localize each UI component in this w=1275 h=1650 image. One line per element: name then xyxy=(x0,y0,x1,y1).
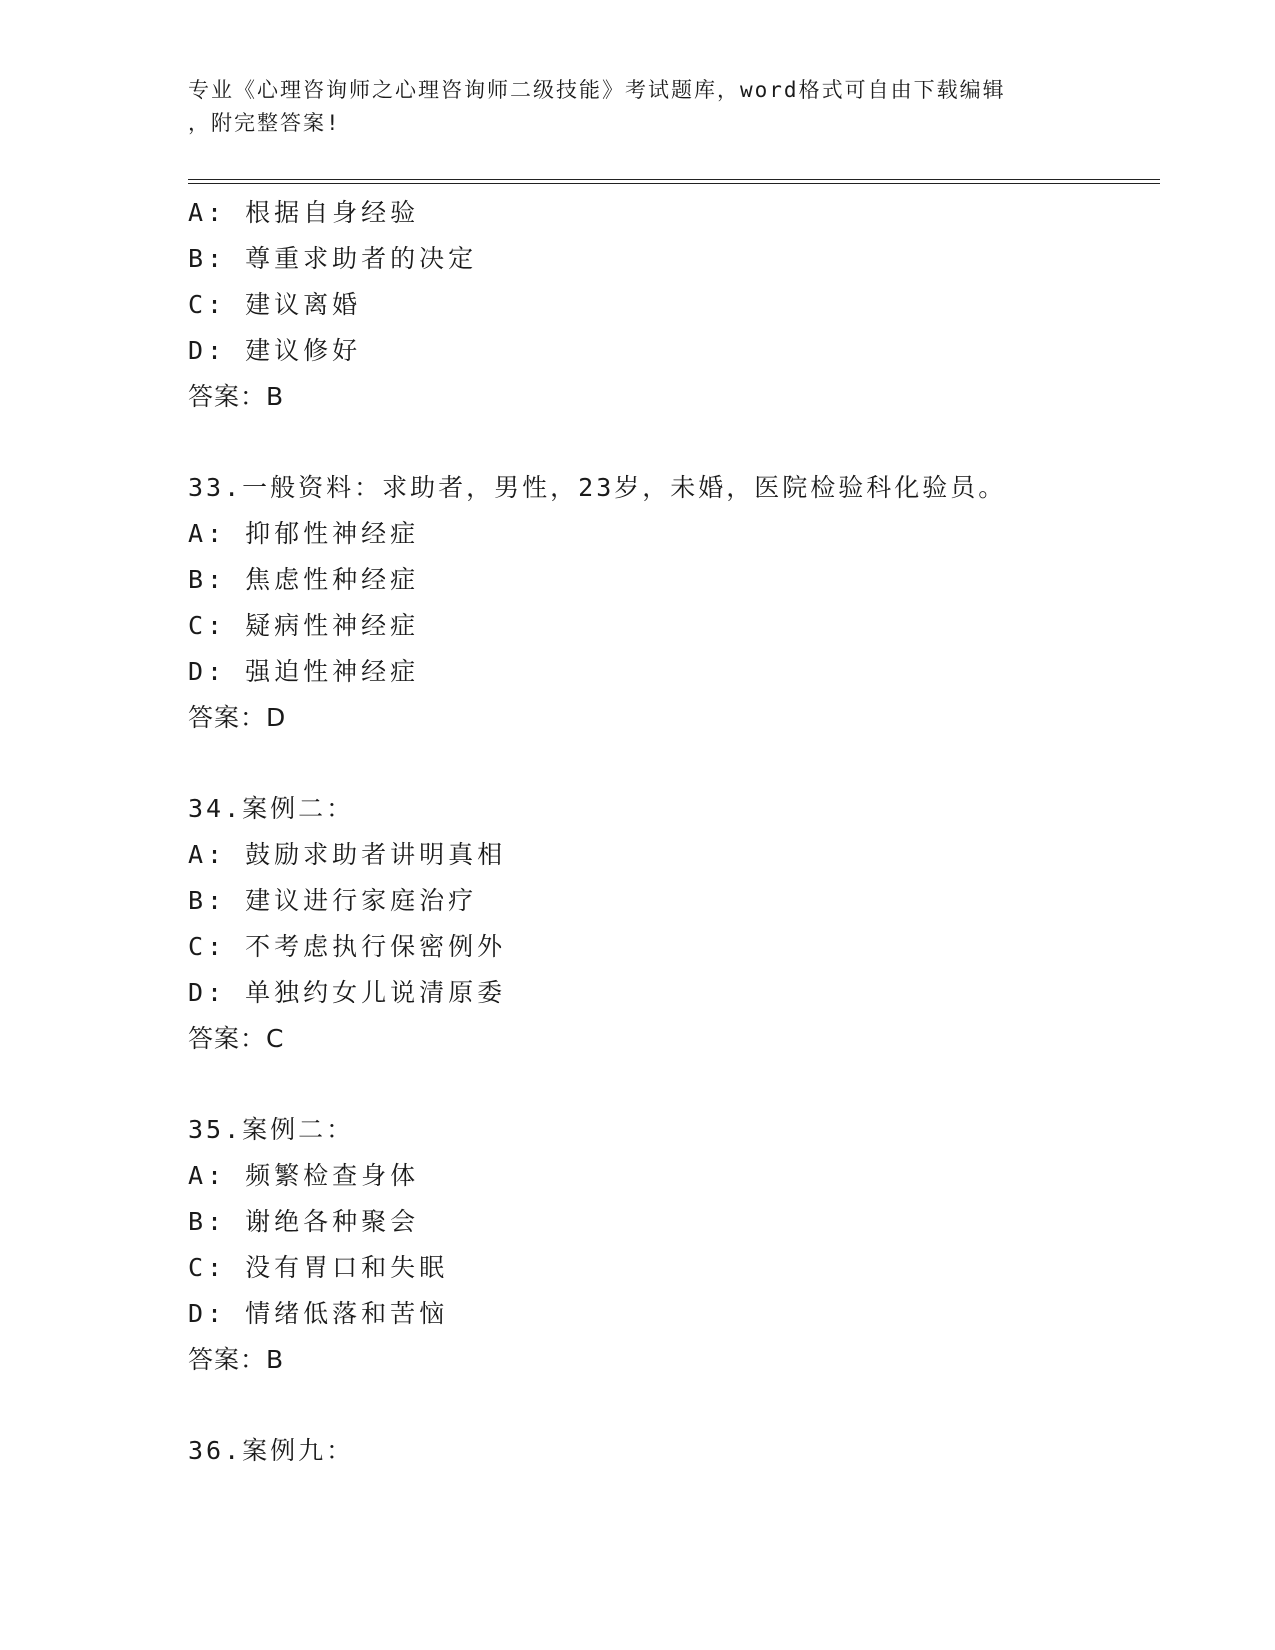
question-block xyxy=(188,786,1168,1062)
option-b: B: 焦虑性种经症 xyxy=(188,565,420,594)
question-stem: 35.案例二： xyxy=(188,1115,355,1144)
option-b: B: 尊重求助者的决定 xyxy=(188,244,478,273)
option-a: A: 根据自身经验 xyxy=(188,198,420,227)
option-b: B: 谢绝各种聚会 xyxy=(188,1207,420,1236)
question-block xyxy=(188,465,1168,741)
header-line-1: 专业《心理咨询师之心理咨询师二级技能》考试题库，word格式可自由下载编辑 xyxy=(188,78,1006,102)
option-c: C: 建议离婚 xyxy=(188,290,362,319)
question-list xyxy=(188,190,1168,1474)
question-stem: 34.案例二： xyxy=(188,794,355,823)
answer-line: 答案：B xyxy=(188,382,285,411)
header-divider-top xyxy=(188,179,1160,180)
option-b: B: 建议进行家庭治疗 xyxy=(188,886,478,915)
option-c: C: 不考虑执行保密例外 xyxy=(188,932,507,961)
spacer xyxy=(188,420,1168,465)
option-c: C: 没有胃口和失眠 xyxy=(188,1253,449,1282)
option-d: D: 情绪低落和苦恼 xyxy=(188,1299,449,1328)
question-stem: 33.一般资料：求助者，男性，23岁，未婚，医院检验科化验员。 xyxy=(188,473,1007,502)
header-line-2: ，附完整答案! xyxy=(188,111,341,135)
question-block xyxy=(188,1107,1168,1383)
spacer xyxy=(188,1062,1168,1107)
option-d: D: 强迫性神经症 xyxy=(188,657,420,686)
question-block xyxy=(188,190,1168,420)
spacer xyxy=(188,741,1168,786)
answer-line: 答案：B xyxy=(188,1345,285,1374)
answer-line: 答案：C xyxy=(188,1024,285,1053)
option-a: A: 频繁检查身体 xyxy=(188,1161,420,1190)
option-c: C: 疑病性神经症 xyxy=(188,611,420,640)
option-a: A: 鼓励求助者讲明真相 xyxy=(188,840,507,869)
spacer xyxy=(188,1383,1168,1428)
document-header xyxy=(188,74,1088,140)
question-stem: 36.案例九： xyxy=(188,1436,355,1465)
header-divider-bottom xyxy=(188,183,1160,184)
answer-line: 答案：D xyxy=(188,703,287,732)
question-block xyxy=(188,1428,1168,1474)
option-d: D: 建议修好 xyxy=(188,336,362,365)
option-d: D: 单独约女儿说清原委 xyxy=(188,978,507,1007)
option-a: A: 抑郁性神经症 xyxy=(188,519,420,548)
